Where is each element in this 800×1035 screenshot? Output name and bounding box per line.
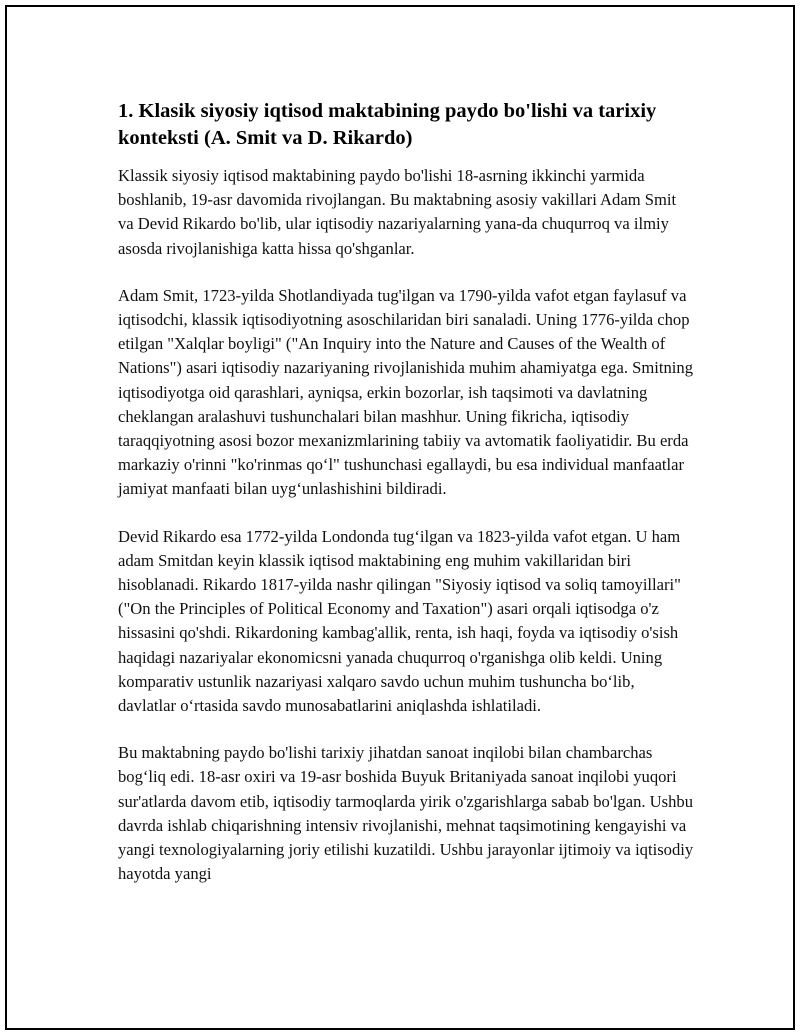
document-body	[118, 98, 694, 909]
document-page	[5, 5, 795, 1030]
paragraph-adam-smith: Adam Smit, 1723-yilda Shotlandiyada tug'ilgan va 1790-yilda vafot etgan faylasuf va iqtisodchi, klassik iqtisodiyotning asoschilaridan biri sanaladi. Uning 1776-yilda chop etilgan "Xalqlar boyligi" ("An Inquiry into the Nature and Causes of the Wealth of Nations") asari iqtisodiy nazariyaning rivojlanishida muhim ahamiyatga ega. Smitning iqtisodiyotga oid qarashlari, ayniqsa, erkin bozorlar, ish taqsimoti va davlatning cheklangan aralashuvi tushunchalari bilan mashhur. Uning fikricha, iqtisodiy taraqqiyotning asosi bozor mexanizmlarining tabiiy va avtomatik faoliyatidir. Bu erda markaziy o'rinni "ko'rinmas qo‘l" tushunchasi egallaydi, bu esa individual manfaatlar jamiyat manfaati bilan uyg‘unlashishini bildiradi.	[118, 285, 693, 499]
paragraph-david-ricardo: Devid Rikardo esa 1772-yilda Londonda tug‘ilgan va 1823-yilda vafot etgan. U ham adam Smitdan keyin klassik iqtisod maktabining eng muhim vakillaridan biri hisoblanadi. Rikardo 1817-yilda nashr qilingan "Siyosiy iqtisod va soliq tamoyillari" ("On the Principles of Political Economy and Taxation") asari orqali iqtisodga o'z hissasini qo'shdi. Rikardoning kambag'allik, renta, ish haqi, foyda va iqtisodiy o'sish haqidagi nazariyalar ekonomicsni yanada chuqurroq o'rganishga olib keldi. Uning komparativ ustunlik nazariyasi xalqaro savdo uchun muhim tushuncha bo‘lib, davlatlar o‘rtasida savdo munosabatlarini aniqlashda ishlatiladi.	[118, 526, 681, 716]
section-heading: 1. Klasik siyosiy iqtisod maktabining paydo bo'lishi va tarixiy konteksti (A. Smit va D. Rikardo)	[118, 100, 657, 149]
paragraph-historical-context: Bu maktabning paydo bo'lishi tarixiy jihatdan sanoat inqilobi bilan chambarchas bog‘liq edi. 18-asr oxiri va 19-asr boshida Buyuk Britaniyada sanoat inqilobi yuqori sur'atlarda davom etib, iqtisodiy tarmoqlarda yirik o'zgarishlarga sabab bo'lgan. Ushbu davrda ishlab chiqarishning intensiv rivojlanishi, mehnat taqsimotining kengayishi va yangi texnologiyalarning joriy etilishi kuzatildi. Ushbu jarayonlar ijtimoiy va iqtisodiy hayotda yangi	[118, 743, 694, 884]
paragraph-intro: Klassik siyosiy iqtisod maktabining paydo bo'lishi 18-asrning ikkinchi yarmida boshlanib, 19-asr davomida rivojlangan. Bu maktabning asosiy vakillari Adam Smit va Devid Rikardo bo'lib, ular iqtisodiy nazariyalarning yana-da chuqurroq va ilmiy asosda rivojlanishiga katta hissa qo'shganlar.	[118, 166, 677, 258]
